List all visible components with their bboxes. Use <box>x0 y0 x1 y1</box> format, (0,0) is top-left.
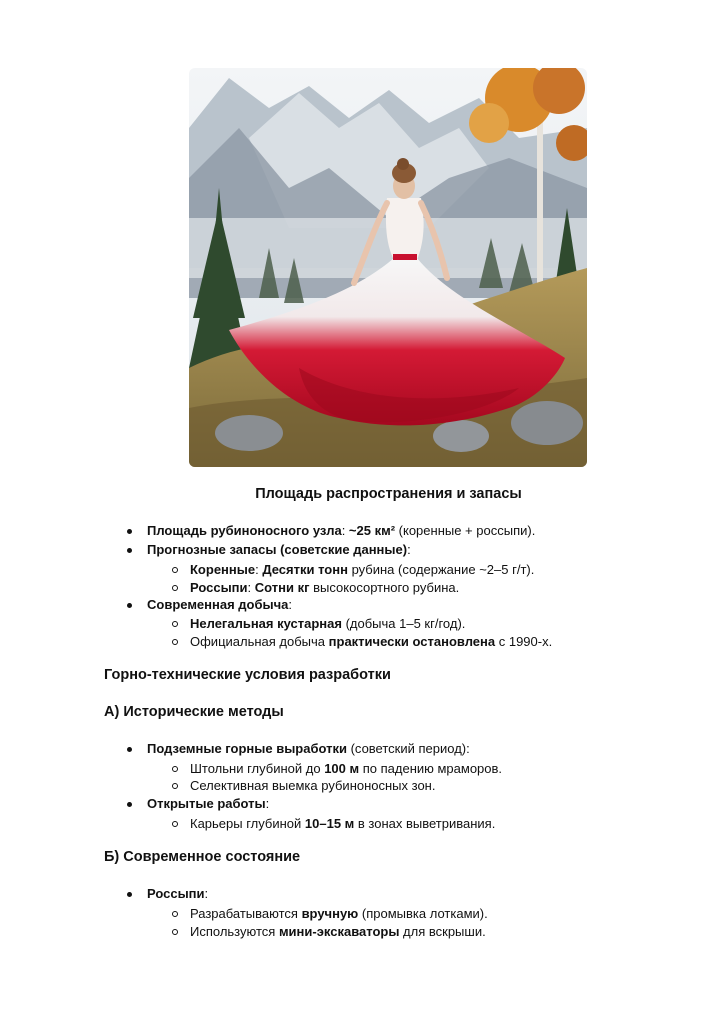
list-item-underground: Подземные горные выработки (советский период): <box>147 741 470 756</box>
illustration-woman-red-dress-mountains <box>189 68 587 467</box>
list-item-area: Площадь рубиноносного узла: ~25 км² (коренные + россыпи). <box>147 523 536 538</box>
subsection-title-historical: А) Исторические методы <box>104 704 284 720</box>
list-item-reserves-placer: Россыпи: Сотни кг высокосортного рубина. <box>190 580 460 595</box>
list-item-reserves-primary: Коренные: Десятки тонн рубина (содержание ~2–5 г/т). <box>190 562 535 577</box>
list-item-adits: Штольни глубиной до 100 м по падению мраморов. <box>190 761 503 776</box>
subsection-title-current: Б) Современное состояние <box>104 849 301 865</box>
list-item-mining-illegal: Нелегальная кустарная (добыча 1–5 кг/год). <box>190 616 466 631</box>
list-item-mining-now: Современная добыча: <box>147 597 293 612</box>
section-title-mining-conditions: Горно-технические условия разработки <box>104 667 391 683</box>
list-item-mining-official: Официальная добыча практически остановлена с 1990-х. <box>190 634 553 649</box>
list-item-reserves: Прогнозные запасы (советские данные): <box>147 542 411 557</box>
list-item-quarries: Карьеры глубиной 10–15 м в зонах выветривания. <box>190 816 496 831</box>
list-item-selective: Селективная выемка рубиноносных зон. <box>190 778 436 793</box>
section-title-area-reserves: Площадь распространения и запасы <box>255 486 522 502</box>
list-item-mini-excavators: Используются мини-экскаваторы для вскрыши. <box>190 924 486 939</box>
list-item-open-pit: Открытые работы: <box>147 796 270 811</box>
list-item-placers: Россыпи: <box>147 886 209 901</box>
list-item-manual: Разрабатываются вручную (промывка лотками). <box>190 906 488 921</box>
